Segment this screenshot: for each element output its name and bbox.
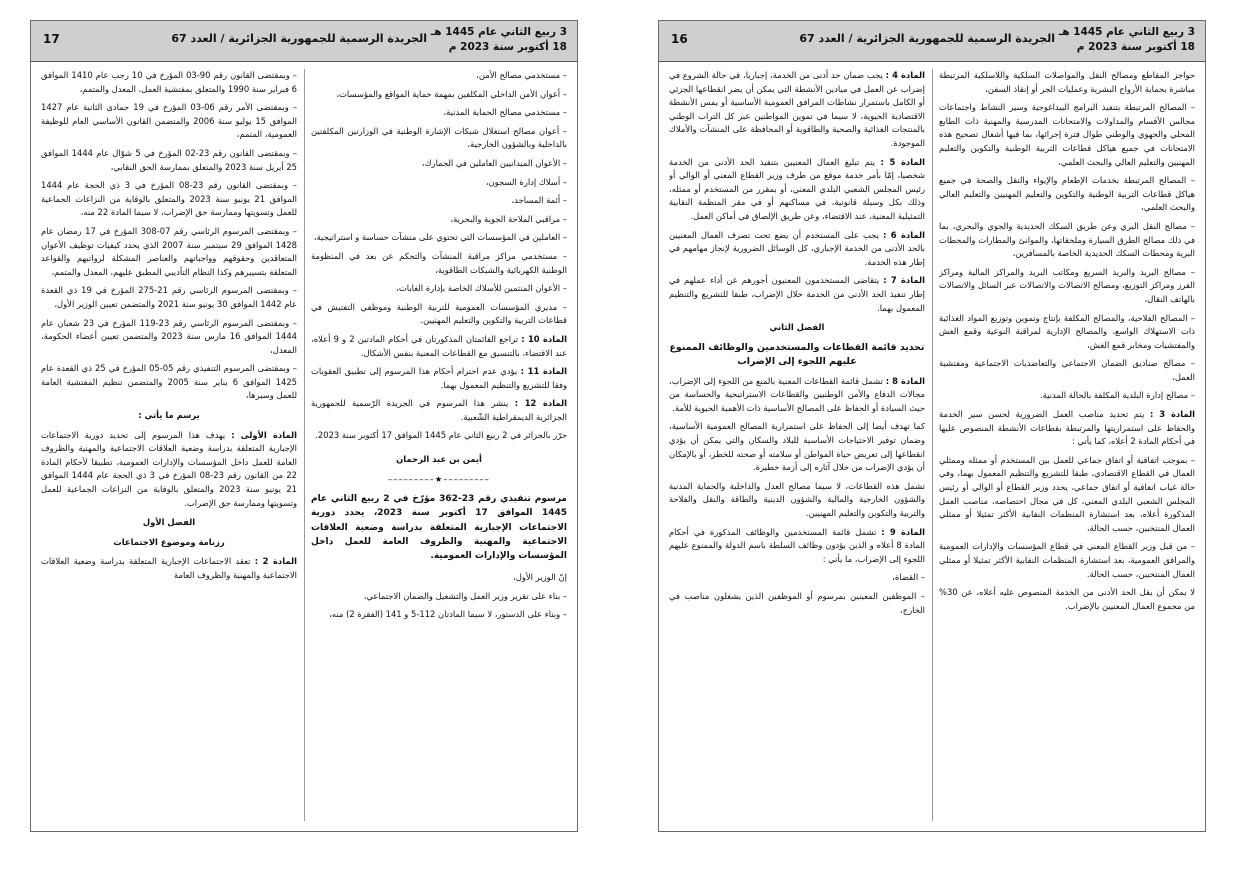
list-item: – مصالح النقل البري وعن طريق السكك الحديدية والجوي والبحري، بما في ذلك مصالح الطرق السيارة وملحقاتها، والموانئ والمطارات والمحطات البرية ومحطات السكك الحديدية الخاصة بالمسافرين، [939,220,1195,259]
article-2 [41,555,297,582]
article-text: يتم تحديد مناصب العمل الضرورية لحسن سير الخدمة والحفاظ على استمراريتها والمرتبطة بقطاعات الأنشطة المنصوص عليها في أحكام المادة 2 أعلاه، كما يأتي : [939,409,1195,447]
list-item: – أعوان الأمن الداخلي المكلفين بمهمة حماية المواقع والمؤسسات، [336,88,567,99]
page-number: 16 [671,32,688,46]
list-item: – الأعوان المنتمين للأسلاك الخاصة بإدارة الغابات، [396,283,567,294]
list-item: – وبمقتضى الأمر رقم 06-03 المؤرخ في 19 جمادى الثانية عام 1427 الموافق 15 يوليو سنة 2006 والمتضمن القانون الأساسي العام للوظيفة العمومية، المتمم، [41,102,297,140]
list-item: – وبمقتضى المرسوم التنفيذي رقم 05-05 المؤرخ في 25 ذي القعدة عام 1425 الموافق 6 يناير سنة 2005 والمتضمن تنظيم المفتشية العامة للعمل وسيرها، [41,363,297,401]
article-text: يجب على المستخدم أن يضع تحت تصرف العمال المعنيين بالحد الأدنى من الخدمة الإجباري، كل الوسائل الضرورية لإنجاز مهامهم في إطار هذه الخدمة. [669,229,925,267]
list-item: – وبمقتضى المرسوم الرئاسي رقم 23-119 المؤرخ في 23 شعبان عام 1444 الموافق 16 مارس سنة 2023 والمتضمن تعيين أعضاء الحكومة، المعدل، [41,317,297,355]
list-item: – وبمقتضى القانون رقم 23-02 المؤرخ في 5 شوّال عام 1444 الموافق 25 أبريل سنة 2023 والمتعلق بممارسة الحق النقابي، [41,147,297,172]
chapter-subheading: تحديد قائمة القطاعات والمستخدمين والوظائف الممنوع عليهم اللجوء إلى الإضراب [669,341,925,367]
newspaper-page-16 [658,20,1206,832]
article-text: يتم تبليغ العمال المعنيين بتنفيذ الحد الأدنى من الخدمة شخصيا، إمّا بأمر خدمة موقع من طرف وزير القطاع المعني أو الوالي أو رئيس المجلس الشعبي البلدي المعني، أو بمقرر من المستخدم أو ممثله، وذلك بكل وسيلة قانونية، في مساكنهم أو في مقر المنظمة النقابية التمثيلية المعنية، عند الاقتضاء، وعن طريق الإلصاق في أماكن العمل. [669,156,925,221]
article-8 [669,375,925,416]
date-hijri: 3 ربيع الثاني عام 1445 هـ [1058,26,1195,38]
list-item: – مستخدمي مراكز مراقبة المنشآت والتحكم عن بعد في المنظومة الوطنية الكهربائية والشبكات الطاقوية، [311,250,567,275]
article-3 [939,408,1195,449]
page-number: 17 [43,32,60,46]
date-gregorian: 18 أكتوبر سنة 2023 م [1076,41,1195,53]
page-header [31,21,577,62]
newspaper-page-17 [30,20,578,832]
article-text: ينشر هذا المرسوم في الجريدة الرّسمية للجمهورية الجزائرية الديمقراطية الشّعبية. [311,398,567,422]
list-item: – مصالح صناديق الضمان الاجتماعي والتعاضديات الاجتماعية ومفتشية العمل، [939,358,1195,382]
paragraph: كما تهدف أيضا إلى الحفاظ على استمرارية المصالح العمومية الأساسية، وضمان توفير الاحتياجات الأساسية للبلاد والسكان والتي يمكن أن يؤدي انقطاعها إلى تعريض حياة المواطن أو سلامته أو صحته للخطر، أو بالإمكان أن يؤدي الإضراب من خلال آثاره إلى أزمة خطيرة. [669,421,925,473]
article-1 [41,429,297,511]
article-6 [669,229,925,270]
list-item: – المصالح المرتبطة بتنفيذ البرامج البيداغوجية وسير النشاط واجتماعات مجالس الأقسام والمداولات والامتحانات المدرسية والمهنية ذات الطابع المحلي والجهوي والوطني طوال فترة إجرائها، بما فيها أشغال تصحيح هذه الامتحانات في جميع هياكل قطاعات التربية الوطنية والتكوين والتعليم المهنيين والتعليم العالي والبحث العلمي، [939,102,1195,167]
list-item: – المصالح المرتبطة بخدمات الإطعام والإيواء والنقل والصحة في جميع هياكل قطاعات التربية الوطنية والتكوين والتعليم المهنيين والتعليم العالي والبحث العلمي، [939,175,1195,213]
article-label: المادة 9 : [881,526,925,537]
signature: أيمن بن عبد الرحمان [396,454,482,465]
header-title: الجريدة الرسمية للجمهورية الجزائرية / العدد 67 [171,32,427,45]
article-text: تعقد الاجتماعات الإجبارية المتعلقة بدراسة وضعية العلاقات الاجتماعية والمهنية والظروف العامة [41,556,297,580]
list-item: – أسلاك إدارة السجون، [485,176,567,187]
list-item: – من قبل وزير القطاع المعني في قطاع المؤسسات والإدارات العمومية والمرافق العمومية، بعد استشارة المنظمات النقابية الأكثر تمثيلا أو ممثلي العمال المنتخبين، حسب الحالة. [939,541,1195,579]
article-9 [669,526,925,567]
article-text: يتقاضى المستخدمون المعنيون أجورهم عن أداء عملهم في إطار تنفيذ الحد الأدنى من الخدمة خلال الإضراب، طبقا للتشريع والتنظيم المعمول بهما. [669,275,925,313]
article-12 [311,397,567,424]
decree-heading: يرسم ما يأتي : [138,410,200,421]
page-header [659,21,1205,62]
header-date [431,25,567,55]
date-gregorian: 18 أكتوبر سنة 2023 م [448,41,567,53]
article-label: المادة 6 : [883,229,925,240]
article-label: المادة الأولى : [231,429,297,440]
list-item: – الأعوان الميدانيين العاملين في الجمارك، [421,157,567,168]
article-text: تراجع القائمتان المذكورتان في أحكام المادتين 2 و 9 أعلاه، عند الاقتضاء، بالتنسيق مع القطاعات المعنية بنفس الأشكال. [311,333,567,358]
article-label: المادة 4 : [885,70,925,80]
article-text: يهدف هذا المرسوم إلى تحديد دورية الاجتماعات الإجبارية المتعلقة بدراسة وضعية العلاقات الاجتماعية والمهنية والظروف العامة للعمل داخل المؤسسات والإدارات العمومية، تطبيقا لأحكام المادة 22 من القانون رقم 23-08 المؤرخ في 3 ذي الحجة عام 1444 الموافق 21 يونيو سنة 2023 والمتعلق بالوقاية من النزاعات الجماعية للعمل وتسويتها وممارسة حق الإضراب. [41,429,297,508]
list-item: – وبمقتضى المرسوم الرئاسي رقم 07-308 المؤرخ في 17 رمضان عام 1428 الموافق 29 سبتمبر سنة 2007 الذي يحدد كيفيات توظيف الأعوان المتعاقدين وحقوقهم وواجباتهم والعناصر المشكلة لرواتبهم والقواعد المتعلقة بتسييرهم وكذا النظام التأديبي المطبق عليهم، المعدل والمتمم، [41,225,297,277]
list-item: – مستخدمي مصالح الأمن، [476,70,567,80]
decree-title: مرسوم تنفيذي رقم 23-362 مؤرّخ في 2 ربيع الثاني عام 1445 الموافق 17 أكتوبر سنة 2023، يحدد دورية الاجتماعات الإجبارية المتعلقة بدراسة وضعية العلاقات الاجتماعية والمهنية والظروف العامة للعمل داخل المؤسسات والإدارات العمومية. [311,494,567,562]
header-date [1059,25,1195,55]
article-7 [669,274,925,315]
chapter-heading: الفصل الثاني [769,322,825,333]
list-item: – القضاة، [892,572,925,583]
article-label: المادة 2 : [254,556,297,567]
article-5 [669,156,925,224]
prime-minister: إنّ الوزير الأول، [513,572,567,583]
date-hijri: 3 ربيع الثاني عام 1445 هـ [430,26,567,38]
article-4 [669,69,925,151]
list-item: حواجز المقاطع ومصالح النقل والمواصلات السلكية واللاسلكية المرتبطة مباشرة بحماية الأرواح البشرية وعمليات الجر أو إنقاذ السفن، [939,70,1195,94]
column-right [311,69,567,821]
list-item: – مراقبي الملاحة الجوية والبحرية، [450,213,567,224]
list-item: – مستخدمي مصالح الحماية المدنية، [443,107,567,118]
column-left [669,69,925,821]
article-text: تشمل قائمة المستخدمين والوظائف المذكورة في أحكام المادة 8 أعلاه و الذين يؤدون وظائف السلطة باسم الدولة والممنوع عليهم اللجوء إلى الإضراب، ما يأتي : [669,526,925,564]
article-label: المادة 7 : [883,275,925,286]
chapter-subheading: رزنامة وموضوع الاجتماعات [113,536,225,547]
columns [669,69,1195,821]
list-item: – بموجب اتفاقية أو اتفاق جماعي للعمل بين المستخدم أو ممثله وممثلي العمال في القطاع الاقتصادي، طبقا للتشريع والتنظيم المعمول بهما، وفي حالة غياب اتفاقية أو اتفاق جماعي، يحدد وزير القطاع أو الوالي أو رئيس المجلس الشعبي البلدي المعني، كل في مجال اختصاصه، مناصب العمل المذكورة أعلاه، بعد استشارة المنظمات النقابية الأكثر تمثيلا أو ممثلي العمال المنتخبين، حسب الحالة، [939,454,1195,533]
article-text: يجب ضمان حد أدنى من الخدمة، إجباريا، في حالة الشروع في إضراب عن العمل في ميادين الأنشطة التي يمكن أن يضر انقطاعها الجزئي أو الكامل باستمرار نشاطات المرافق العمومية الأساسية أو يمس الأنشطة الاقتصادية الحيوية، لا سيما في تموين المواطنين عبر كل التراب الوطني بالمنتجات الغذائية والصحية والطاقوية أو المحافظة على المنشآت والأملاك الموجودة. [669,70,925,148]
article-11 [311,365,567,392]
list-item: – العاملين في المؤسسات التي تحتوي على منشآت حساسة و استراتيجية، [313,232,567,243]
article-10 [311,333,567,360]
list-item: – أئمة المساجد، [511,195,567,206]
article-label: المادة 10 : [521,333,567,344]
list-item: – بناء على تقرير وزير العمل والتشغيل والضمان الاجتماعي، [363,590,567,601]
article-label: المادة 5 : [880,156,925,167]
paragraph: تشمل هذه القطاعات، لا سيما مصالح العدل والداخلية والحماية المدنية والشؤون الخارجية والمالية والشؤون الدينية والطاقة والنقل والفلاحة والتربية والتكوين والتعليم المهنيين. [669,480,925,519]
column-left [41,69,297,821]
list-item: – أعوان مصالح استغلال شبكات الإشارة الوطنية في الوزارتين المكلفتين بالداخلية وبالشؤون الخارجية، [311,125,567,150]
column-right [939,69,1195,821]
list-item: – وبمقتضى القانون رقم 90-03 المؤرخ في 10 رجب عام 1410 الموافق 6 فبراير سنة 1990 والمتعلق بمفتشية العمل، المعدل والمتمم، [41,70,297,94]
article-label: المادة 11 : [520,366,567,377]
list-item: – مصالح البريد والبريد السريع ومكاتب البريد والمراكز المالية ومراكز الفرز ومراكز التوزيع، ومصالح الاتصالات والاتصالات عبر السائل والاتصالات بالهاتف النقال، [939,266,1195,304]
done-at: حرّر بالجزائر في 2 ربيع الثاني عام 1445 الموافق 17 أكتوبر سنة 2023. [315,430,567,441]
article-text: تشمل قائمة القطاعات المعنية بالمنع من اللجوء إلى الإضراب، مجالات الدفاع والأمن الوطنيين والقطاعات الاستراتيجية والحساسة من حيث السيادة أو الحفاظ على المصالح الأساسية ذات الأهمية الحيوية للأمة. [669,375,925,413]
columns [41,69,567,821]
header-title: الجريدة الرسمية للجمهورية الجزائرية / العدد 67 [799,32,1055,45]
list-item: – المصالح الفلاحية، والمصالح المكلفة بإنتاج وتموين وتوزيع المواد الغذائية ذات الاستهلاك الواسع، والمصالح الإدارية لمراقبة النوعية وقمع الغش والمفتشيات ومخابر قمع الغش، [939,312,1195,350]
paragraph: لا يمكن أن يقل الحد الأدنى من الخدمة المنصوص عليه أعلاه، عن 30% من مجموع العمال المعنيين بالإضراب. [939,587,1195,611]
chapter-heading: الفصل الأول [142,517,196,528]
list-item: – وبمقتضى المرسوم الرئاسي رقم 21-275 المؤرخ في 19 ذي القعدة عام 1442 الموافق 30 يونيو سنة 2021 والمتضمن تعيين الوزير الأول، [41,285,297,309]
article-label: المادة 3 : [1149,409,1195,420]
article-text: يؤدي عدم احترام أحكام هذا المرسوم إلى تطبيق العقوبات وفقا للتشريع والتنظيم المعمول بهما. [311,366,567,390]
list-item: – الموظفين المعينين بمرسوم أو الموظفين الذين يشغلون مناصب في الخارج، [669,591,925,615]
list-item: – مديري المؤسسات العمومية للتربية الوطنية وموظفي التفتيش في قطاعات التربية والتكوين والتعليم المهنيين. [311,301,567,326]
separator-star: –––––––––★––––––––– [388,473,490,484]
article-label: المادة 12 : [514,398,567,409]
article-label: المادة 8 : [885,375,925,386]
list-item: – مصالح إدارة البلدية المكلفة بالحالة المدنية. [1039,390,1195,401]
list-item: – وبمقتضى القانون رقم 23-08 المؤرخ في 3 ذي الحجة عام 1444 الموافق 21 يونيو سنة 2023 والمتعلق بالوقاية من النزاعات الجماعية للعمل وتسويتها وممارسة حق الإضراب، لا سيما المادة 22 منه، [41,180,297,218]
list-item: – وبناء على الدستور، لا سيما المادتان 112-5 و 141 (الفقرة 2) منه، [329,609,567,620]
